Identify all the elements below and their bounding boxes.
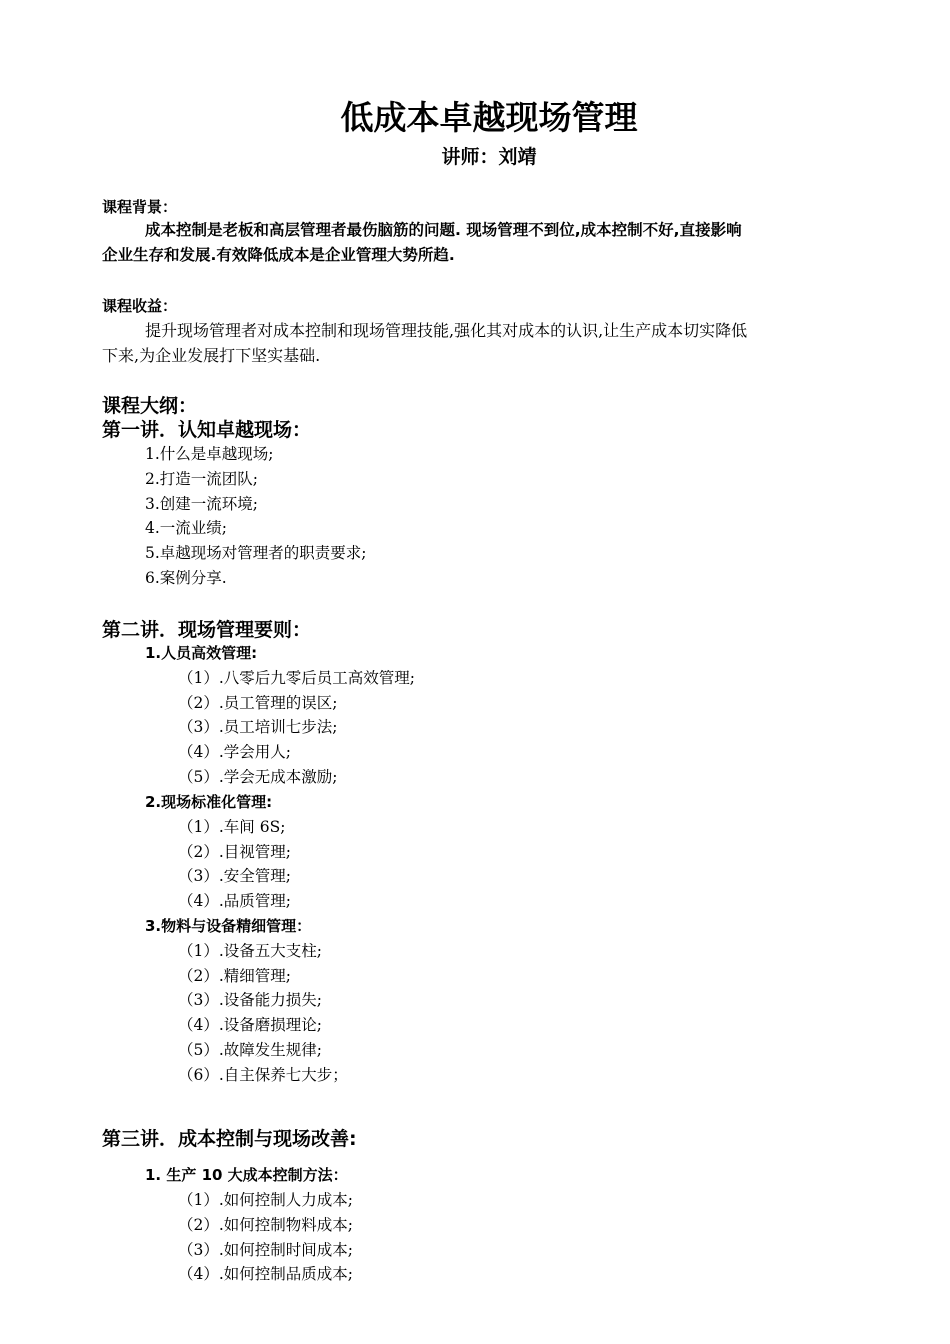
- lecture-2-item: （4）.设备磨损理论;: [178, 1016, 323, 1034]
- lecture-2-title: 第二讲．现场管理要则：: [102, 619, 312, 641]
- lecture-3-item: （1）.如何控制人力成本;: [178, 1191, 354, 1209]
- lecture-2-item: （2）.精细管理;: [178, 967, 292, 985]
- lecture-1-title: 第一讲．认知卓越现场：: [102, 419, 312, 441]
- benefits-line-1: 提升现场管理者对成本控制和现场管理技能,强化其对成本的认识,让生产成本切实降低: [145, 321, 748, 340]
- background-heading: 课程背景：: [102, 198, 178, 216]
- lecture-2-item: （5）.故障发生规律;: [178, 1041, 323, 1059]
- instructor-line: 讲师：刘靖: [441, 146, 537, 168]
- lecture-2-section-title: 1.人员高效管理:: [145, 644, 258, 662]
- lecture-2-item: （3）.安全管理;: [178, 867, 292, 885]
- lecture-1-item: 1.什么是卓越现场;: [145, 445, 274, 463]
- lecture-2-item: （2）.员工管理的误区;: [178, 694, 338, 712]
- lecture-1-item: 6.案例分享.: [145, 569, 227, 587]
- lecture-3-item: （2）.如何控制物料成本;: [178, 1216, 354, 1234]
- lecture-1-item: 2.打造一流团队;: [145, 470, 259, 488]
- lecture-2-item: （3）.员工培训七步法;: [178, 718, 338, 736]
- lecture-2-item: （4）.学会用人;: [178, 743, 292, 761]
- lecture-2-item: （1）.车间 6S;: [178, 818, 286, 836]
- lecture-3-item: （3）.如何控制时间成本;: [178, 1241, 354, 1259]
- background-line-2: 企业生存和发展.有效降低成本是企业管理大势所趋.: [102, 246, 455, 264]
- document-title: 低成本卓越现场管理: [340, 98, 638, 137]
- lecture-2-item: （4）.品质管理;: [178, 892, 292, 910]
- lecture-3-title: 第三讲．成本控制与现场改善:: [102, 1128, 357, 1150]
- lecture-2-section-title: 2.现场标准化管理:: [145, 793, 273, 811]
- lecture-3-item: （4）.如何控制品质成本;: [178, 1265, 354, 1283]
- lecture-2-item: （1）.八零后九零后员工高效管理;: [178, 669, 416, 687]
- lecture-3-section-title: 1. 生产 10 大成本控制方法：: [145, 1166, 348, 1184]
- lecture-1-item: 5.卓越现场对管理者的职责要求;: [145, 544, 367, 562]
- lecture-2-item: （6）.自主保养七大步；: [178, 1066, 348, 1084]
- outline-heading: 课程大纲：: [102, 395, 198, 417]
- benefits-line-2: 下来,为企业发展打下坚实基础.: [102, 346, 321, 365]
- lecture-2-item: （5）.学会无成本激励;: [178, 768, 338, 786]
- lecture-2-item: （1）.设备五大支柱;: [178, 942, 323, 960]
- lecture-2-item: （2）.目视管理;: [178, 843, 292, 861]
- background-line-1: 成本控制是老板和高层管理者最伤脑筋的问题. 现场管理不到位,成本控制不好,直接影响: [145, 221, 742, 239]
- lecture-2-section-title: 3.物料与设备精细管理：: [145, 917, 312, 935]
- lecture-1-item: 3.创建一流环境;: [145, 495, 259, 513]
- lecture-1-item: 4.一流业绩;: [145, 519, 228, 537]
- benefits-heading: 课程收益：: [102, 297, 178, 315]
- lecture-2-item: （3）.设备能力损失;: [178, 991, 323, 1009]
